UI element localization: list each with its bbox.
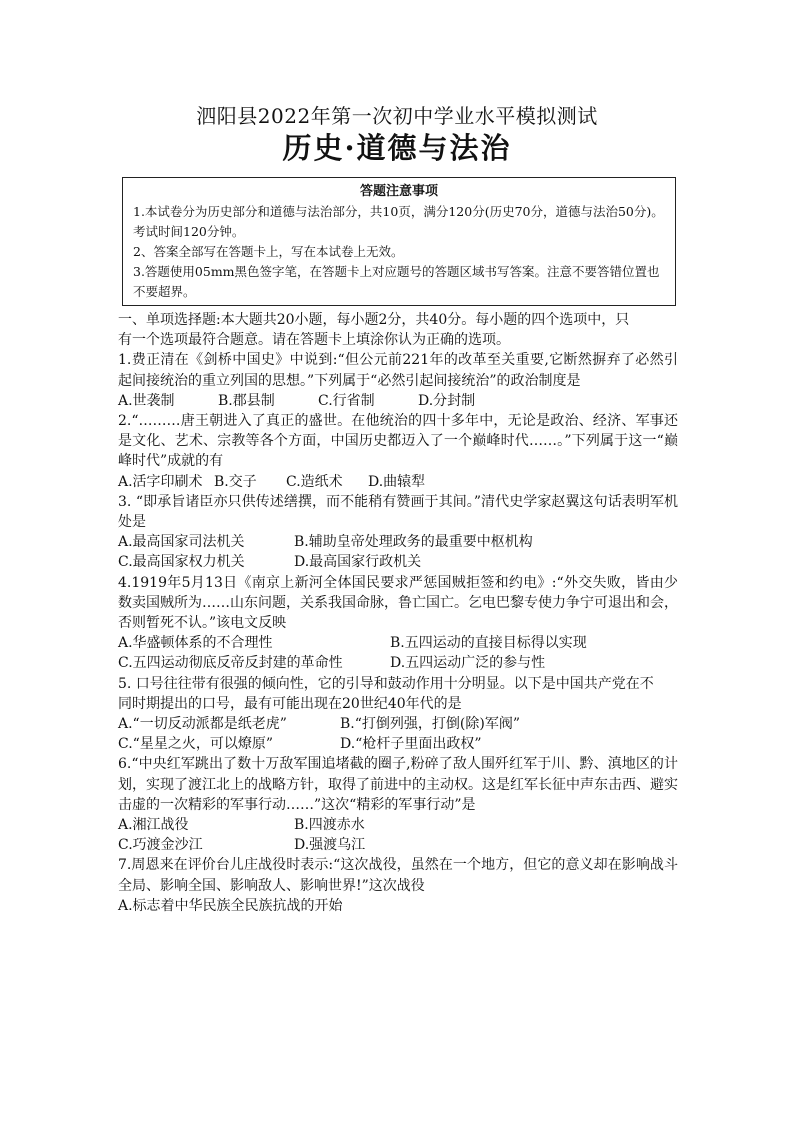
question-5-options-ab: [118, 714, 678, 734]
question-3-options-ab: [118, 532, 678, 552]
option-b: B.辅助皇帝处理政务的最重要中枢机构: [294, 534, 533, 551]
notice-title: 答题注意事项: [359, 184, 438, 199]
option-a: A.活字印刷术: [118, 473, 203, 490]
option-a: A.“一切反动派都是纸老虎”: [118, 716, 287, 733]
notice-item: 3.答题使用05mm黑色签字笔，在答题卡上对应题号的答题区域书写答案。注意不要答错位置也不要超界。: [133, 264, 660, 299]
option-b: B.郡县制: [218, 392, 275, 409]
option-c: C.行省制: [318, 392, 375, 409]
option-a: A.标志着中华民族全民族抗战的开始: [118, 897, 343, 914]
option-b: B.五四运动的直接目标得以实现: [390, 635, 587, 652]
notice-item: 1.本试卷分为历史部分和道德与法治部分，共10页，满分120分(历史70分，道德与法治50分)。考试时间120分钟。: [133, 204, 664, 239]
option-b: B.交子: [214, 473, 257, 490]
question-4-stem: 4.1919年5月13日《南京上新河全体国民要求严惩国贼拒签和约电》:“外交失败，皆由少数卖国贼所为……山东问题，关系我国命脉，鲁亡国亡。乞电巴黎专使力争宁可退出和会，否则暂死不认。”该电文反映: [118, 574, 678, 632]
option-d: D.分封制: [418, 392, 476, 409]
option-d: D.强渡乌江: [294, 837, 366, 854]
question-2-options: [118, 472, 678, 492]
option-d: D.五四运动广泛的参与性: [390, 655, 546, 672]
question-4-options-ab: [118, 633, 678, 653]
question-5-stem: 5. 口号往往带有很强的倾向性，它的引导和鼓动作用十分明显。以下是中国共产党在不: [118, 675, 654, 692]
question-6-options-ab: [118, 815, 678, 835]
option-d: D.最高国家行政机关: [294, 554, 422, 571]
question-2-stem: 2.“………唐王朝进入了真正的盛世。在他统治的四十多年中，无论是政治、经济、军事还是文化、艺术、宗教等各个方面，中国历史都迈入了一个巅峰时代……。”下列属于这一“巅峰时代”成就的有: [118, 413, 678, 470]
question-7-stem: 7.周恩来在评价台儿庄战役时表示:“这次战役，虽然在一个地方，但它的意义却在影响战斗全局、影响全国、影响敌人、影响世界!”这次战役: [118, 857, 678, 894]
exam-title: 泗阳县2022年第一次初中学业水平模拟测试: [196, 104, 598, 128]
option-c: C.造纸术: [286, 473, 343, 490]
question-section: [118, 310, 678, 916]
section-heading-cont: 有一个选项最符合题意。请在答题卡上填涂你认为正确的选项。: [118, 332, 510, 349]
question-3-options-cd: [118, 552, 678, 572]
question-4-options-cd: [118, 653, 678, 673]
option-a: A.湘江战役: [118, 817, 189, 834]
option-d: D.曲辕犁: [368, 473, 426, 490]
option-d: D.“枪杆子里面出政权”: [340, 736, 482, 753]
question-6-stem: 6.“中央红军跳出了数十万敌军围追堵截的圈子,粉碎了敌人围歼红军于川、黔、滇地区的计划，实现了渡江北上的战略方针，取得了前进中的主动权。这是红军长征中声东击西、避实击虚的一次精彩的军事行动……”这次“精彩的军事行动”是: [118, 756, 678, 813]
option-a: A.华盛顿体系的不合理性: [118, 635, 273, 652]
notice-item: 2、答案全部写在答题卡上，写在本试卷上无效。: [133, 244, 404, 259]
question-6-options-cd: [118, 835, 678, 855]
option-c: C.巧渡金沙江: [118, 837, 203, 854]
option-c: C.最高国家权力机关: [118, 554, 245, 571]
exam-subject: 历史·道德与法治: [282, 131, 512, 165]
option-b: B.“打倒列强，打倒(除)军阀”: [340, 716, 520, 733]
option-c: C.“星星之火，可以燎原”: [118, 736, 273, 753]
notice-box: [122, 177, 676, 306]
option-b: B.四渡赤水: [294, 817, 365, 834]
option-a: A.世袭制: [118, 392, 175, 409]
question-7-options: [118, 896, 678, 916]
question-1-options: [118, 391, 678, 411]
question-5-options-cd: [118, 734, 678, 754]
question-1-stem: 1.费正清在《剑桥中国史》中说到:“但公元前221年的改革至关重要,它断然摒弃了必然引起间接统治的重立列国的思想。”下列属于“必然引起间接统治”的政治制度是: [118, 352, 678, 389]
question-5-stem-cont: 同时期提出的口号，最有可能出现在20世纪40年代的是: [118, 695, 462, 712]
section-heading: 一、单项选择题:本大题共20小题，每小题2分，共40分。每小题的四个选项中，只: [118, 312, 630, 328]
option-a: A.最高国家司法机关: [118, 534, 245, 551]
question-3-stem: 3. “即承旨诸臣亦只供传述缮撰，而不能稍有赞画于其间。”清代史学家赵翼这句话表明军机处是: [118, 493, 678, 531]
option-c: C.五四运动彻底反帝反封建的革命性: [118, 655, 343, 672]
